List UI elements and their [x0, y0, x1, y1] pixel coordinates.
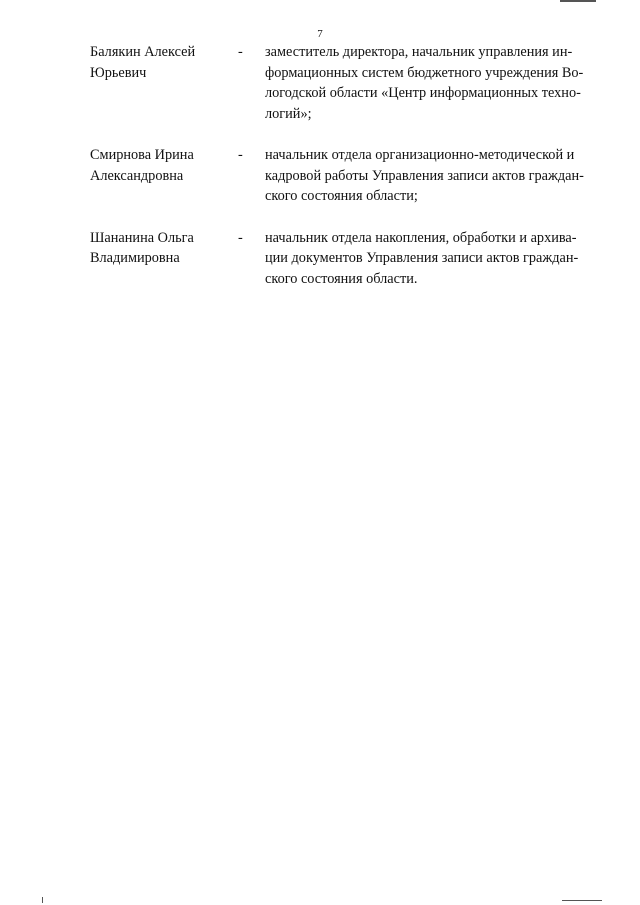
list-item	[90, 42, 610, 124]
member-name	[90, 228, 238, 269]
member-name-line: Смирнова Ирина	[90, 147, 194, 163]
member-position-line: ции документов Управления записи актов граждан-	[265, 250, 579, 266]
member-dash: -	[238, 229, 243, 246]
member-name	[90, 145, 238, 186]
page-number: 7	[317, 28, 323, 40]
member-name-line: Владимировна	[90, 250, 180, 266]
member-position-line: логий»;	[265, 105, 312, 122]
list-item	[90, 228, 610, 290]
member-position-line: ского состояния области;	[265, 188, 418, 204]
member-dash: -	[238, 44, 243, 60]
member-position-line: формационных систем бюджетного учреждения Во-	[265, 64, 584, 81]
member-position	[265, 42, 610, 124]
scan-mark-bottom-right	[562, 900, 602, 901]
member-position	[265, 228, 610, 290]
member-position-line: заместитель директора, начальник управления ин-	[265, 44, 573, 60]
member-position-line: начальник отдела организационно-методической и	[265, 147, 575, 163]
member-list	[90, 42, 610, 289]
list-item	[90, 145, 610, 207]
member-name-line: Балякин Алексей	[90, 44, 196, 60]
member-name-line: Шананина Ольга	[90, 229, 194, 246]
member-name-line: Александровна	[90, 167, 184, 184]
member-position-line: кадровой работы Управления записи актов граждан-	[265, 167, 584, 184]
member-position	[265, 145, 610, 207]
member-position-line: логодской области «Центр информационных техно-	[265, 85, 581, 101]
member-dash: -	[238, 147, 243, 163]
scan-mark-top-right	[560, 0, 596, 2]
member-position-line: начальник отдела накопления, обработки и архива-	[265, 229, 577, 246]
member-name	[90, 42, 238, 83]
member-position-line: ского состояния области.	[265, 270, 418, 287]
member-name-line: Юрьевич	[90, 64, 147, 81]
scan-mark-bottom-left	[42, 897, 43, 903]
